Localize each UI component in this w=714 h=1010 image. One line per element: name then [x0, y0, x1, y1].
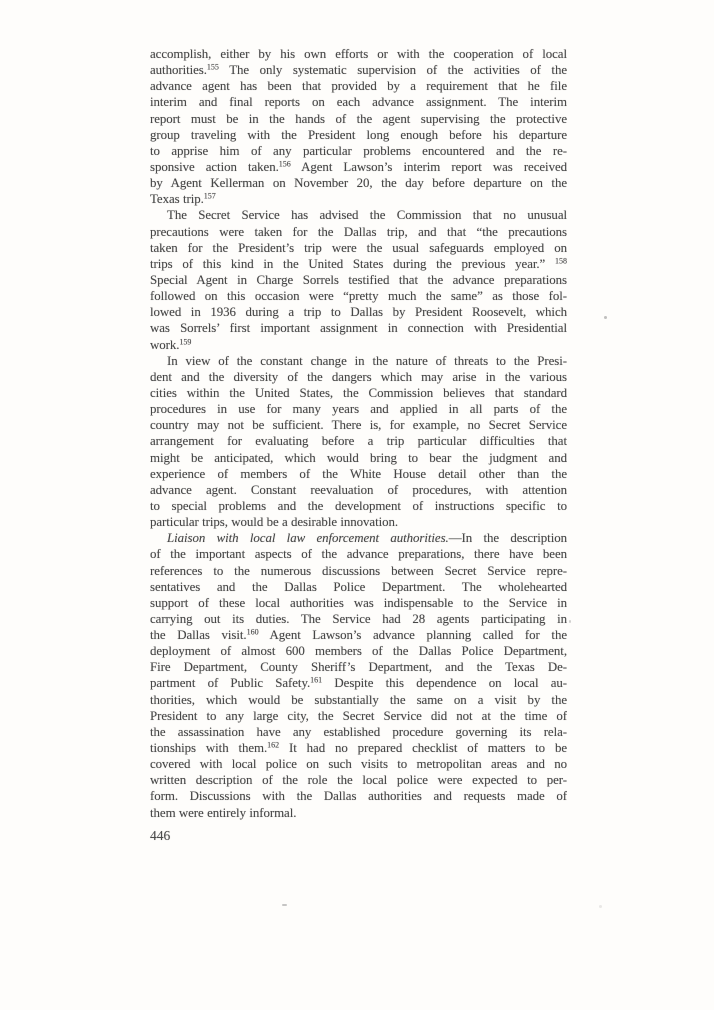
text-line: trips of this kind in the United States during the previous year.” $^{158}$ [150, 256, 567, 271]
text-block [150, 46, 567, 821]
text-line: Special Agent in Charge Sorrels testified that the advance preparations [150, 272, 567, 287]
paragraph [150, 207, 567, 352]
text-line: partment of Public Safety.$^{161}$ Despite this dependence on local au- [150, 675, 567, 691]
text-line: Liaison with local law enforcement authorities.—In the description [167, 531, 567, 546]
page-number: 446 [150, 828, 171, 843]
scan-speck [599, 905, 602, 908]
text-line: thorities, which would be substantially the same on a visit by the [150, 692, 567, 707]
text-line: advance agent has been that provided by a requirement that he file [150, 79, 567, 94]
text-line: interim and final reports on each advance assignment. The interim [150, 95, 567, 110]
text-line: particular trips, would be a desirable innovation. [150, 515, 399, 530]
text-line: taken for the President’s trip were the usual safeguards employed on [150, 240, 567, 255]
text-line: precautions were taken for the Dallas trip, and that “the precautions [150, 224, 567, 239]
text-line: covered with local police on such visits to metropolitan areas and no [150, 757, 567, 772]
text-line: of the important aspects of the advance preparations, there have been [150, 547, 567, 562]
paragraph [150, 530, 567, 821]
text-line: to special problems and the development of instructions specific to [150, 498, 567, 513]
text-line: the assassination have any established procedure governing its rela- [150, 724, 567, 739]
text-line: sentatives and the Dallas Police Department. The wholehearted [150, 579, 567, 594]
text-line: report must be in the hands of the agent supervising the protective [150, 111, 567, 126]
text-line: lowed in 1936 during a trip to Dallas by President Roosevelt, which [150, 305, 567, 320]
text-line: might be anticipated, which would bring to bear the judgment and [150, 450, 567, 465]
text-line: accomplish, either by his own efforts or with the cooperation of local [150, 47, 567, 61]
text-line: carrying out its duties. The Service had 28 agents participating in [150, 611, 567, 626]
text-line: form. Discussions with the Dallas authorities and requests made of [150, 789, 567, 804]
text-line: President to any large city, the Secret Service did not at the time of [150, 708, 567, 723]
text-line: the Dallas visit.$^{160}$ Agent Lawson’s advance planning called for the [150, 627, 567, 643]
text-line: Fire Department, County Sheriff’s Department, and the Texas De- [150, 660, 567, 675]
text-line: them were entirely informal. [150, 805, 297, 820]
text-line: experience of members of the White House detail other than the [150, 466, 567, 481]
text-line: to apprise him of any particular problems encountered and the re- [150, 143, 567, 158]
text-line: sponsive action taken.$^{156}$ Agent Lawson’s interim report was received [150, 159, 567, 174]
text-line: tionships with them.$^{162}$ It had no prepared checklist of matters to be [150, 740, 567, 756]
scan-speck [604, 316, 607, 319]
text-line: support of these local authorities was indispensable to the Service in [150, 595, 567, 610]
text-line: references to the numerous discussions between Secret Service repre- [150, 563, 567, 578]
text-line: dent and the diversity of the dangers which may arise in the various [150, 369, 567, 384]
text-line: The Secret Service has advised the Commission that no unusual [167, 208, 567, 223]
text-line: followed on this occasion were “pretty much the same” as those fol- [150, 289, 567, 304]
text-line: written description of the role the local police were expected to per- [150, 773, 567, 788]
text-line: arrangement for evaluating before a trip particular difficulties that [150, 434, 567, 449]
text-line: Texas trip.$^{157}$ [150, 191, 216, 207]
paragraph [150, 46, 567, 207]
text-line: work.$^{159}$ [150, 337, 192, 352]
paragraph [150, 353, 567, 531]
scan-speck [569, 620, 571, 623]
text-line: deployment of almost 600 members of the Dallas Police Department, [150, 644, 567, 659]
text-line: advance agent. Constant reevaluation of procedures, with attention [150, 482, 567, 497]
text-line: was Sorrels’ first important assignment in connection with Presidential [150, 321, 567, 336]
text-line: country may not be sufficient. There is, for example, no Secret Service [150, 418, 567, 433]
text-line: In view of the constant change in the nature of threats to the Presi- [167, 353, 567, 368]
text-line: procedures in use for many years and applied in all parts of the [150, 402, 567, 417]
text-line: cities within the United States, the Commission believes that standard [150, 385, 567, 400]
text-line: by Agent Kellerman on November 20, the day before departure on the [150, 176, 567, 191]
scan-speck [282, 904, 287, 906]
text-line: group traveling with the President long enough before his departure [150, 127, 567, 142]
text-line: authorities.$^{155}$ The only systematic supervision of the activities of the [150, 62, 567, 78]
